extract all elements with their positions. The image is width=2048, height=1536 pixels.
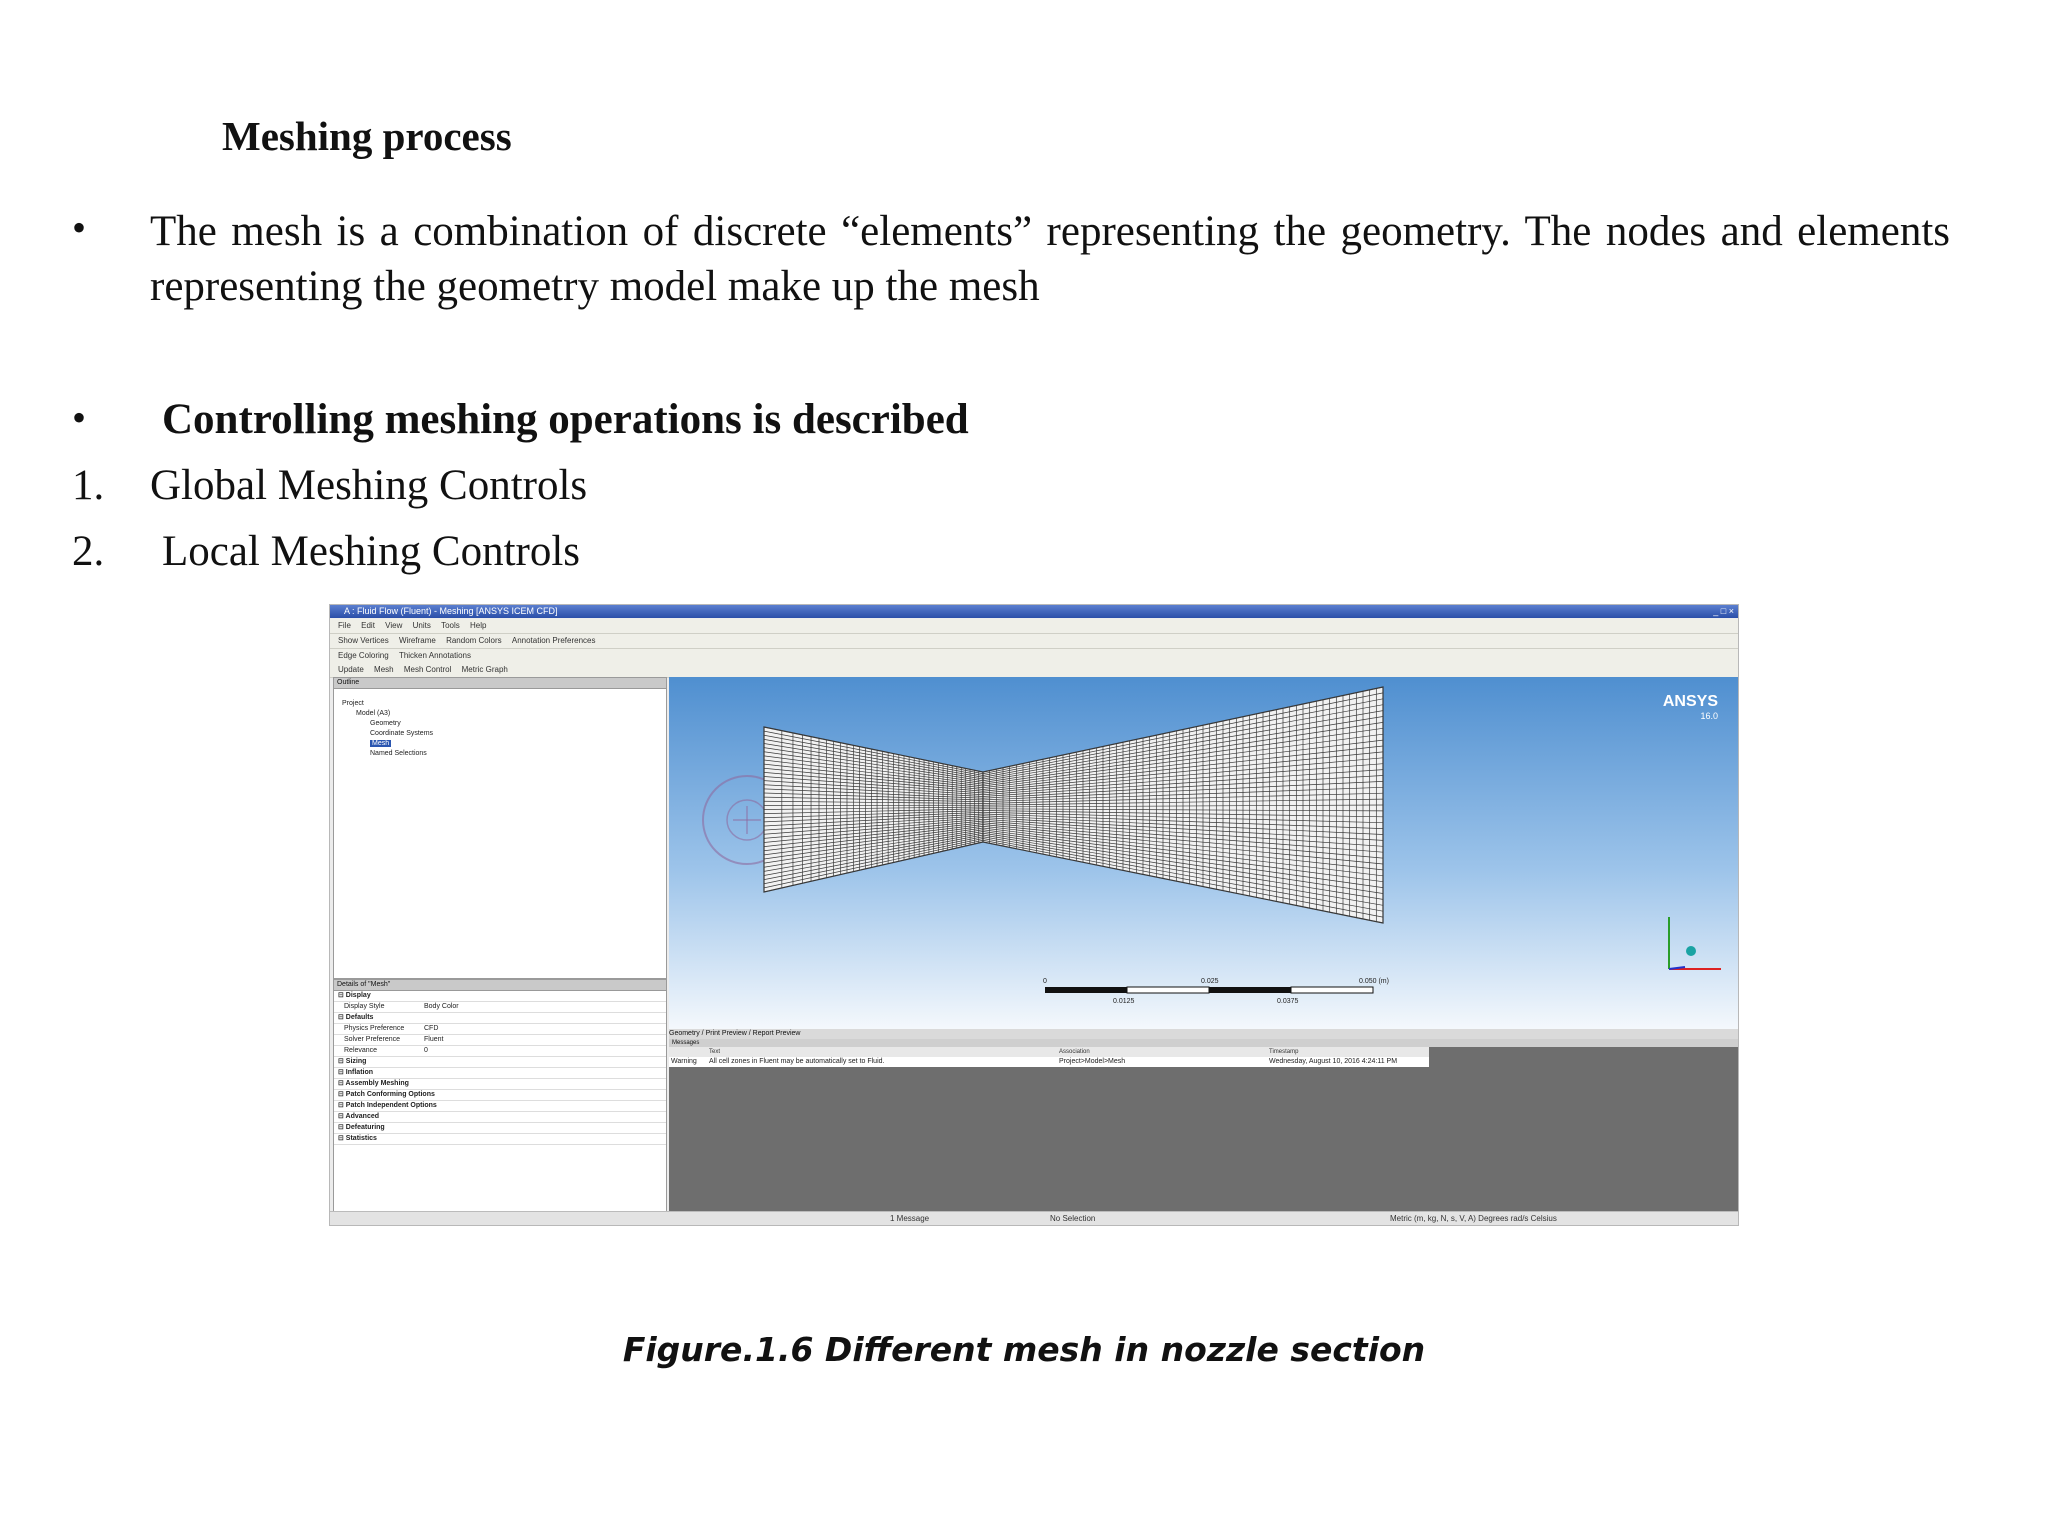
scale-label-0: 0	[1043, 978, 1047, 985]
wireframe-button[interactable]: Wireframe	[398, 636, 436, 645]
scale-label-mid: 0.025	[1201, 978, 1219, 985]
menu-tools[interactable]: Tools	[441, 621, 460, 630]
details-group[interactable]	[334, 1090, 666, 1101]
edge-toolbar	[330, 649, 1738, 664]
messages-panel	[669, 1039, 1738, 1211]
status-selection: No Selection	[1050, 1214, 1096, 1223]
col-timestamp: Timestamp	[1269, 1049, 1299, 1055]
details-label: ⊟ Assembly Meshing	[338, 1080, 409, 1087]
bullet-marker: •	[72, 205, 87, 250]
axis-triad-icon	[1669, 917, 1721, 969]
list-item-global-meshing: Global Meshing Controls	[150, 462, 588, 509]
messages-title: Messages	[669, 1039, 1738, 1047]
menu-view[interactable]: View	[385, 621, 403, 630]
ansys-logo: ANSYS 16.0	[1662, 693, 1718, 721]
details-label: ⊟ Defeaturing	[338, 1124, 385, 1131]
details-label: Display Style	[344, 1003, 385, 1010]
details-row[interactable]	[334, 1024, 666, 1035]
tree-item-mesh[interactable]: Mesh	[372, 740, 390, 747]
status-messages[interactable]: 1 Message	[890, 1214, 930, 1223]
details-value: Fluent	[424, 1036, 444, 1043]
details-label: ⊟ Defaults	[338, 1014, 374, 1021]
status-bar	[330, 1211, 1738, 1226]
details-group[interactable]	[334, 1057, 666, 1068]
messages-header-row	[669, 1047, 1429, 1057]
nozzle-mesh-view	[669, 677, 1738, 1029]
ansys-version: 16.0	[1700, 711, 1718, 721]
details-label: ⊟ Sizing	[338, 1058, 367, 1065]
tree-item-geometry[interactable]: Geometry	[370, 720, 401, 727]
mesh-toolbar	[330, 663, 1738, 678]
details-group[interactable]	[334, 1068, 666, 1079]
details-label: ⊟ Patch Independent Options	[338, 1102, 437, 1109]
menu-edit[interactable]: Edit	[361, 621, 375, 630]
details-group[interactable]	[334, 1134, 666, 1145]
details-label: Relevance	[344, 1047, 378, 1054]
graphics-viewport[interactable]	[669, 677, 1738, 1029]
details-label: ⊟ Advanced	[338, 1113, 380, 1120]
mesh-control-button[interactable]: Mesh Control	[403, 665, 452, 674]
details-group[interactable]	[334, 1079, 666, 1090]
details-label: ⊟ Display	[338, 992, 371, 999]
col-association: Association	[1059, 1049, 1090, 1055]
list-marker-1: 1.	[72, 462, 105, 509]
col-text: Text	[709, 1049, 721, 1055]
details-value: Body Color	[424, 1003, 459, 1010]
details-group[interactable]	[334, 991, 666, 1002]
mesh-button[interactable]: Mesh	[374, 665, 394, 674]
message-timestamp: Wednesday, August 10, 2016 4:24:11 PM	[1269, 1058, 1398, 1065]
show-vertices-button[interactable]: Show Vertices	[338, 636, 389, 645]
menu-units[interactable]: Units	[412, 621, 431, 630]
details-row[interactable]	[334, 1046, 666, 1057]
details-group[interactable]	[334, 1112, 666, 1123]
graphics-toolbar	[330, 634, 1738, 649]
details-label: ⊟ Inflation	[338, 1069, 374, 1076]
window-title: A : Fluid Flow (Fluent) - Meshing [ANSYS ICEM CFD]	[344, 606, 558, 616]
tree-item-named-selections[interactable]: Named Selections	[370, 750, 427, 757]
window-title-bar	[330, 605, 1738, 618]
list-marker-2: 2.	[72, 528, 105, 575]
details-group[interactable]	[334, 1013, 666, 1024]
scale-label-end: 0.050 (m)	[1359, 978, 1389, 985]
details-rows	[334, 991, 666, 1145]
ansys-meshing-screenshot	[329, 604, 1739, 1226]
details-row[interactable]	[334, 1002, 666, 1013]
menu-file[interactable]: File	[338, 621, 351, 630]
details-group[interactable]	[334, 1123, 666, 1134]
message-row[interactable]	[669, 1057, 1429, 1067]
details-panel	[333, 979, 667, 1213]
list-item-local-meshing: Local Meshing Controls	[162, 528, 581, 575]
figure-caption: Figure.1.6 Different mesh in nozzle section	[622, 1330, 1426, 1369]
nozzle-mesh	[764, 687, 1383, 923]
tree-item-project[interactable]: Project	[342, 700, 364, 707]
meshing-heading: Meshing process	[222, 113, 512, 159]
annotation-preferences-button[interactable]: Annotation Preferences	[511, 636, 596, 645]
message-text: All cell zones in Fluent may be automatically set to Fluid.	[709, 1058, 885, 1065]
bullet-marker: •	[72, 395, 87, 440]
details-label: Solver Preference	[344, 1036, 401, 1043]
details-row[interactable]	[334, 1035, 666, 1046]
details-label: Physics Preference	[344, 1025, 405, 1032]
menu-bar	[330, 619, 1738, 634]
tree-item-model[interactable]: Model (A3)	[356, 710, 391, 717]
outline-panel	[333, 677, 667, 979]
details-value: CFD	[424, 1025, 439, 1032]
update-button[interactable]: Update	[338, 665, 364, 674]
metric-graph-button[interactable]: Metric Graph	[461, 665, 508, 674]
scale-bar	[1043, 978, 1389, 1005]
view-tabs[interactable]: Geometry / Print Preview / Report Preview	[669, 1029, 1738, 1039]
details-value: 0	[424, 1047, 428, 1054]
tree-item-coordinate-systems[interactable]: Coordinate Systems	[370, 730, 434, 737]
details-label: ⊟ Patch Conforming Options	[338, 1091, 435, 1098]
thicken-annotations-button[interactable]: Thicken Annotations	[398, 651, 471, 660]
details-group[interactable]	[334, 1101, 666, 1112]
edge-coloring-button[interactable]: Edge Coloring	[338, 651, 389, 660]
scale-label-q3: 0.0375	[1277, 998, 1299, 1005]
details-title: Details of "Mesh"	[334, 980, 666, 991]
random-colors-button[interactable]: Random Colors	[446, 636, 502, 645]
details-label: ⊟ Statistics	[338, 1135, 377, 1142]
menu-help[interactable]: Help	[469, 621, 487, 630]
status-units[interactable]: Metric (m, kg, N, s, V, A) Degrees rad/s Celsius	[1390, 1214, 1557, 1223]
message-association: Project>Model>Mesh	[1059, 1058, 1126, 1065]
window-controls[interactable]: _ □ ×	[1713, 606, 1734, 616]
controls-heading-item: Controlling meshing operations is described	[162, 396, 969, 443]
message-type: Warning	[671, 1058, 697, 1065]
mesh-description-paragraph: The mesh is a combination of discrete “elements” representing the geometry. The nodes and elements representing the geometry model make up the mesh	[150, 208, 1950, 310]
scale-label-q1: 0.0125	[1113, 998, 1135, 1005]
outline-title: Outline	[334, 678, 666, 689]
